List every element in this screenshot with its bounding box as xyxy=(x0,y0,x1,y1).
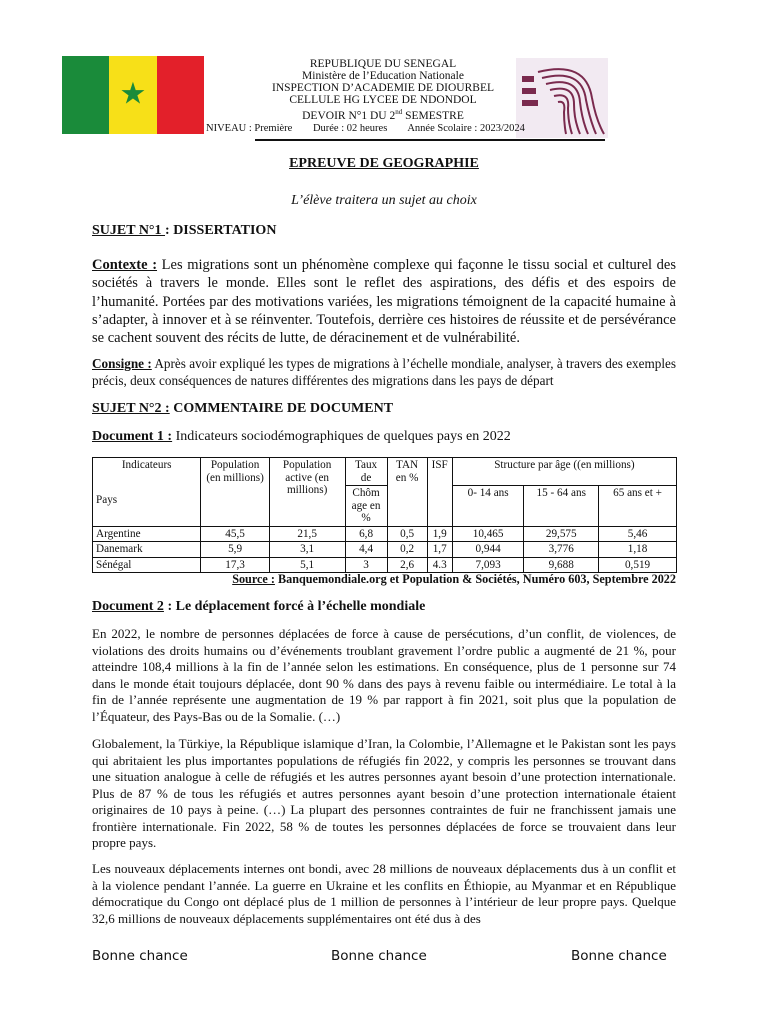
doc2-title: Document 2 : Le déplacement forcé à l’échelle mondiale xyxy=(92,599,426,614)
flag-yellow-band xyxy=(109,56,156,134)
page-subtitle: L’élève traitera un sujet au choix xyxy=(291,193,477,208)
flag-star-icon: ★ xyxy=(119,76,147,112)
flag-green-band xyxy=(62,56,109,134)
sujet2-heading: SUJET N°2 : COMMENTAIRE DE DOCUMENT xyxy=(92,401,394,416)
footer-bonne-chance-left: Bonne chance xyxy=(92,948,188,964)
footer-bonne-chance-center: Bonne chance xyxy=(331,948,427,964)
header-population-active: Population active (en millions) xyxy=(269,458,345,527)
table-row: Sénégal 17,3 5,1 3 2,6 4.3 7,093 9,688 0,519 xyxy=(93,557,677,573)
exam-info-line xyxy=(206,123,543,134)
doc2-paragraph-1: En 2022, le nombre de personnes déplacées de force à cause de persécutions, d’un conflit, de violences, de violations des droits humains ou d’événements troublant gravement l’ordre public a augmenté de 21 %, pour atteindre 108,4 millions à la fin de l’année selon les estimations. En conséquence, plus de 1 personne sur 74 dans le monde était toujours déplacée, dont 90 % dans des pays à revenu faible ou intermédiaire. Le total à la fin de l’année représente une augmentation de 19 % par rapport à fin 2021, soit plus que la population de l’Équateur, des Pays-Bas ou de la Somalie. (…) xyxy=(92,626,676,724)
header-age-65: 65 ans et + xyxy=(599,486,677,527)
header-divider xyxy=(255,139,605,141)
header-isf: ISF xyxy=(427,458,452,527)
page-title: EPREUVE DE GEOGRAPHIE xyxy=(289,156,479,171)
annee-scolaire: Année Scolaire : 2023/2024 xyxy=(407,123,525,134)
table-row: Danemark 5,9 3,1 4,4 0,2 1,7 0,944 3,776 1,18 xyxy=(93,542,677,558)
sujet1-consigne: Consigne : Après avoir expliqué les types de migrations à l’échelle mondiale, analyser, à travers des exemples précis, deux conséquences de natures différentes des migrations dans les pays de départ xyxy=(92,356,677,388)
doc2-paragraph-3: Les nouveaux déplacements internes ont bondi, avec 28 millions de nouveaux déplacements dus à un conflit et à la violence pendant l’année. La guerre en Ukraine et les conflits en Éthiopie, au Myanmar et en République démocratique du Congo ont déplacé plus de 1 million de personnes à l’intérieur de leur propre pays. Quelque 32,6 millions de nouveaux déplacements supplémentaires ont été dus à des xyxy=(92,861,676,926)
doc1-title: Document 1 : Indicateurs sociodémographiques de quelques pays en 2022 xyxy=(92,429,511,444)
doc1-table xyxy=(92,457,677,573)
sujet1-contexte: Contexte : Les migrations sont un phénomène complexe qui façonne le tissu social et culturel des sociétés à travers le monde. Elles sont le reflet des aspirations, des défis et des espoirs de l’humanité. Portées par des motivations variées, les migrations témoignent de la capacité humaine à s’adapter, à innover et à se réinventer. Toutefois, derrière ces histoires de réussite et de persévérance se cachent souvent des récits de lutte, de déracinement et de vulnérabilité. xyxy=(92,257,676,347)
senegal-flag xyxy=(62,56,204,134)
header-structure: Structure par âge ((en millions) xyxy=(452,458,676,486)
header-indicateurs-pays: Indicateurs Pays xyxy=(93,458,201,527)
doc2-paragraph-2: Globalement, la Türkiye, la République islamique d’Iran, la Colombie, l’Allemagne et le Pakistan sont les pays qui abritaient les plus importantes populations de réfugiés fin 2022, y compris les personnes se trouvant dans une situation analogue à celle de réfugiés et les autres personnes ayant besoin d’une protection internationale. Plus de 87 % de tous les réfugiés et autres personnes ayant besoin d’une protection internationale étaient originaires de 10 pays à peine. (…) La plupart des personnes contraintes de fuir ne franchissent jamais une frontière internationale. Fin 2022, 58 % de toutes les personnes déplacées de force se trouvaient dans leur propre pays. xyxy=(92,736,676,850)
header-inspection: INSPECTION D’ACADEMIE DE DIOURBEL xyxy=(272,82,494,94)
header-taux-top: Taux de xyxy=(345,458,387,486)
header-taux-bottom: Chôm age en % xyxy=(345,486,387,527)
table-row: Argentine 45,5 21,5 6,8 0,5 1,9 10,465 29,575 5,46 xyxy=(93,526,677,542)
duree: Durée : 02 heures xyxy=(312,123,388,134)
footer-bonne-chance-right: Bonne chance xyxy=(571,948,667,964)
header-cellule: CELLULE HG LYCEE DE NDONDOL xyxy=(289,94,477,106)
header-age-15-64: 15 - 64 ans xyxy=(524,486,599,527)
header-tan: TAN en % xyxy=(387,458,427,527)
sujet1-heading: SUJET N°1 : DISSERTATION xyxy=(92,223,277,238)
header-ministere: Ministère de l’Education Nationale xyxy=(302,70,464,82)
header-republique: REPUBLIQUE DU SENEGAL xyxy=(309,58,457,70)
header-devoir: DEVOIR N°1 DU 2nd SEMESTRE xyxy=(302,108,464,122)
header-age-0-14: 0- 14 ans xyxy=(452,486,524,527)
doc1-source: Source : Banquemondiale.org et Population & Sociétés, Numéro 603, Septembre 2022 xyxy=(232,572,676,586)
header-population: Population (en millions) xyxy=(201,458,269,527)
niveau: NIVEAU : Première xyxy=(206,123,293,134)
school-header xyxy=(200,58,566,122)
flag-red-band xyxy=(157,56,204,134)
